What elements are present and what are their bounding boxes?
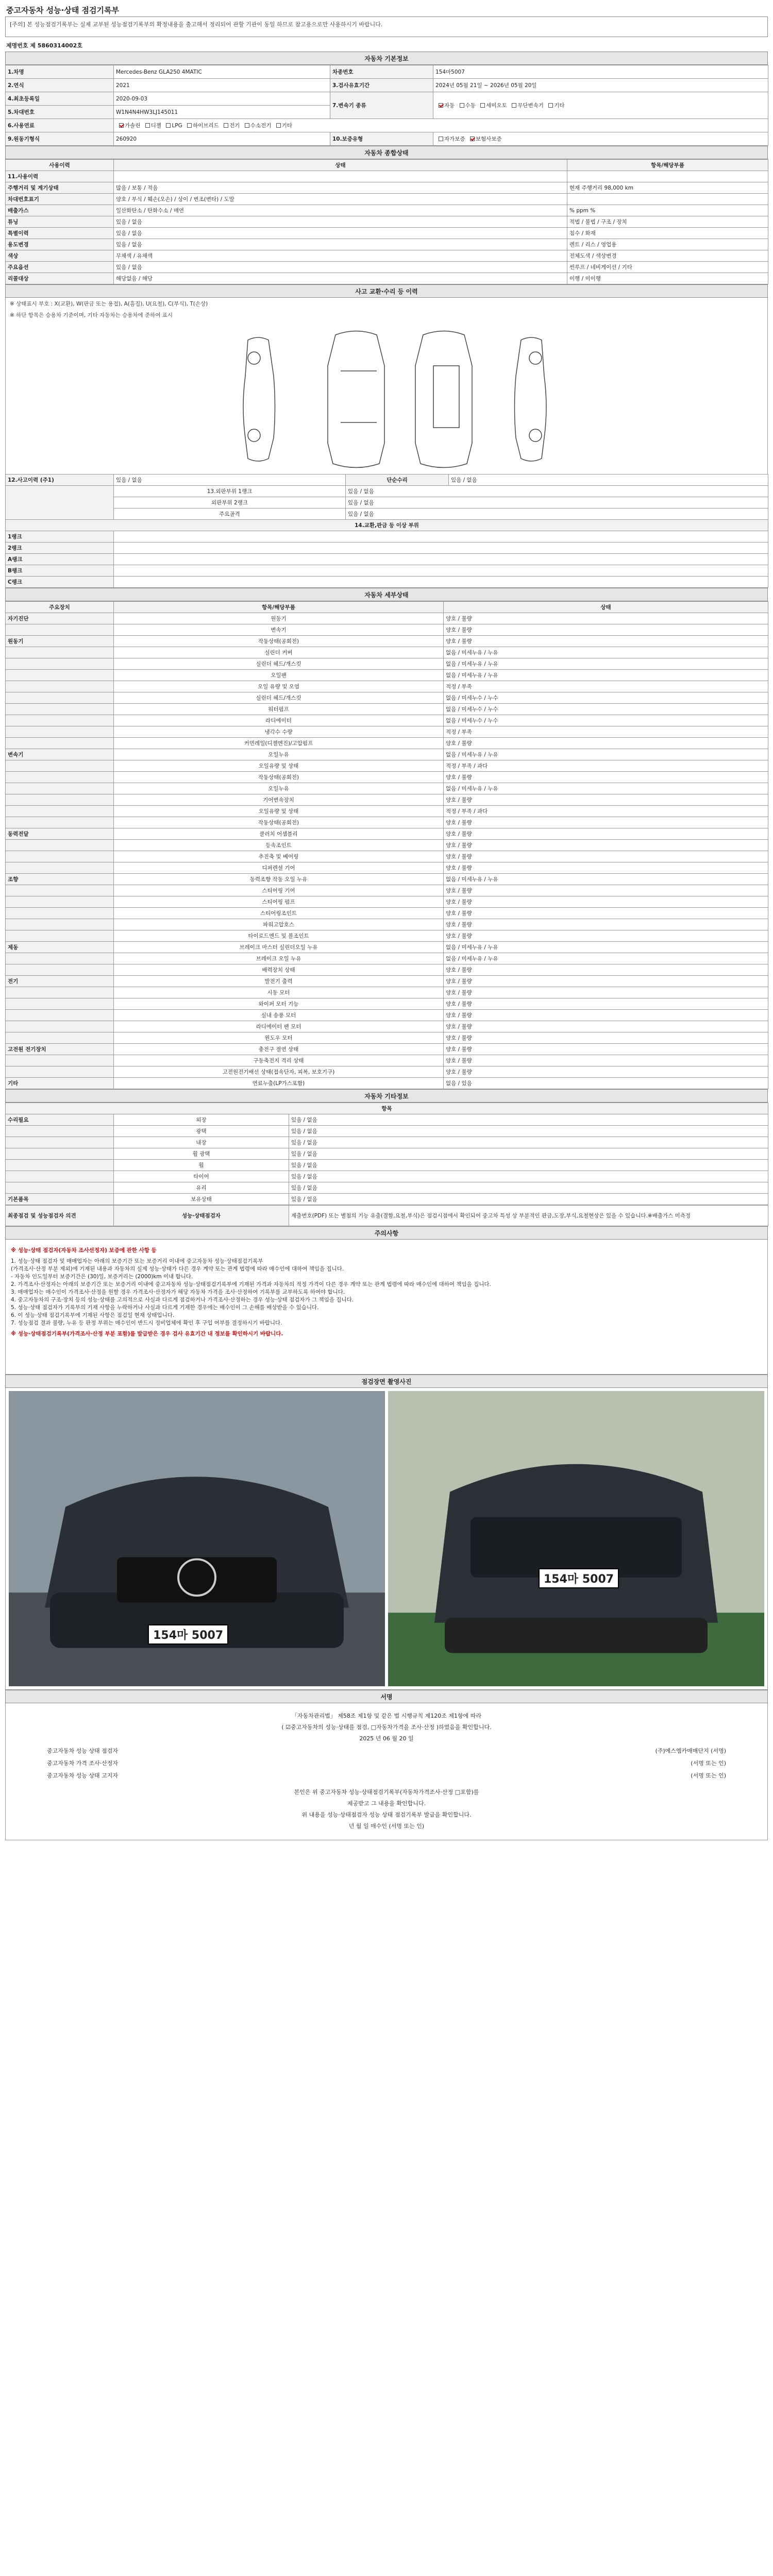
detail-row-state: 양호 / 불량 <box>444 738 768 749</box>
accident-header: 사고 교환·수리 등 이력 <box>5 284 768 298</box>
front-plate: 154마 5007 <box>148 1624 228 1645</box>
summary-row-item: 이행 / 미이행 <box>567 273 768 284</box>
detail-row-item: 파워고압호스 <box>114 919 444 930</box>
detail-row-state: 양호 / 불량 <box>444 930 768 942</box>
detail-row-group <box>6 964 114 976</box>
photos-header: 점검장면 촬영사진 <box>5 1375 768 1388</box>
detail-row-group <box>6 681 114 692</box>
fuel-diesel[interactable]: 디젤 <box>142 122 161 129</box>
opinion-table <box>5 1205 768 1226</box>
detail-row-item: 배력장치 상태 <box>114 964 444 976</box>
detail-row-item: 실린더 헤드/개스킷 <box>114 692 444 704</box>
detail-parts-head: 14.교환,판금 등 이상 부위 <box>6 520 768 531</box>
detail-row-group <box>6 1066 114 1078</box>
summary-row-label: 특별이력 <box>6 228 114 239</box>
detail-row-item: 와이퍼 모터 기능 <box>114 998 444 1010</box>
detail-row-state: 양호 / 불량 <box>444 919 768 930</box>
detail-row-state: 없음 / 미세누유 / 누유 <box>444 953 768 964</box>
summary-row-item <box>567 194 768 205</box>
opinion-label: 최종점검 및 성능점검자 의견 <box>6 1206 114 1226</box>
summary-row-state: 있음 / 없음 <box>114 262 567 273</box>
summary-row-state: 일산화탄소 / 탄화수소 / 매연 <box>114 205 567 216</box>
simple-repair-value: 있음 / 없음 <box>449 474 768 486</box>
detail-row-item: 추진축 및 베어링 <box>114 851 444 862</box>
car-name-label: 1.차명 <box>6 65 114 79</box>
extra-row-item: 내장 <box>114 1137 289 1148</box>
detail-row-group <box>6 760 114 772</box>
detail-row-group <box>6 647 114 658</box>
detail-row-state: 없음 / 미세누유 / 누유 <box>444 874 768 885</box>
extra-head: 항목 <box>6 1103 768 1114</box>
detail-row-item: 충전구 절연 상태 <box>114 1044 444 1055</box>
detail-row-item: 연료누출(LP가스포함) <box>114 1078 444 1089</box>
detail-row-group <box>6 998 114 1010</box>
detail-row-item: 오일유량 및 상태 <box>114 760 444 772</box>
detail-row-item: 작동상태(공회전) <box>114 772 444 783</box>
detail-row-item: 원동기 <box>114 613 444 624</box>
notes-heading-2: ※ 성능·상태점검기록부(가격조사·산정 부분 포함)를 발급받은 경우 검사 유효기간 내 정보를 확인하시기 바랍니다. <box>11 1331 283 1337</box>
pricer-label: 중고자동차 가격 조사·산정자 <box>47 1760 119 1767</box>
extra-row-group <box>6 1148 114 1160</box>
accident-history-label: 12.사고이력 (주1) <box>6 474 114 486</box>
detail-row-item: 타이로드엔드 및 볼조인트 <box>114 930 444 942</box>
detail-row-state: 없음 / 미세누유 / 누유 <box>444 658 768 670</box>
detail-row-group <box>6 1055 114 1066</box>
note-item: 2. 가격조사·산정자는 아래의 보증기간 또는 보증거리 이내에 중고자동차 성능·상태점검기록부에 기재된 가격과 자동차의 적정 가격이 다른 경우 계약 또는 관계 법령에 따라 매수인에 대하여 책임을 집니다. <box>11 1281 491 1287</box>
summary-row-label: 용도변경 <box>6 239 114 250</box>
accident-legend-2: ※ 하단 항목은 승용차 기준이며, 기타 자동차는 승용차에 준하여 표시 <box>5 309 768 319</box>
detail-row-item: 실린더 커버 <box>114 647 444 658</box>
detail-row-group <box>6 987 114 998</box>
simple-repair-label: 단순수리 <box>346 474 449 486</box>
summary-row-label: 주요옵션 <box>6 262 114 273</box>
vin-label: 5.차대번호 <box>6 106 114 119</box>
inspection-period-value: 2024년 05월 21일 ~ 2026년 05월 20일 <box>433 79 768 92</box>
note-item: 6. 이 성능·상태 점검기록부에 기재된 사항은 점검일 현재 상태입니다. <box>11 1312 175 1318</box>
detail-row-group <box>6 794 114 806</box>
opt-manual[interactable]: 수동 <box>457 101 476 109</box>
accident-table <box>5 474 768 588</box>
detail-header: 자동차 세부상태 <box>5 588 768 601</box>
summary-row-item <box>567 171 768 182</box>
detail-row-item: 오일 유량 및 오염 <box>114 681 444 692</box>
detail-row-state: 양호 / 불량 <box>444 851 768 862</box>
extra-row-state: 있음 / 없음 <box>289 1194 768 1205</box>
detail-row-group: 고전원 전기장치 <box>6 1044 114 1055</box>
detail-row-group: 원동기 <box>6 636 114 647</box>
detail-row-item: 냉각수 수량 <box>114 726 444 738</box>
accident-legend: ※ 상태표시 부호 : X(교환), W(판금 또는 용접), A(흠집), U(요철), C(부식), T(손상) <box>5 298 768 309</box>
summary-header: 자동차 종합상태 <box>5 146 768 159</box>
detail-row-item: 시동 모터 <box>114 987 444 998</box>
fuel-hydrogen[interactable]: 수소전기 <box>242 122 272 129</box>
detail-row-group: 제동 <box>6 942 114 953</box>
opt-auto[interactable]: 자동 <box>435 101 455 109</box>
car-diagram-icon <box>6 319 767 474</box>
rank1-value: 있음 / 없음 <box>346 486 768 497</box>
warranty-self[interactable]: 자가보증 <box>435 135 465 143</box>
detail-row-state: 양호 / 불량 <box>444 828 768 840</box>
transmission-label: 7.변속기 종류 <box>330 92 433 119</box>
plate-value: 154마5007 <box>433 65 768 79</box>
rear-plate: 154마 5007 <box>539 1568 619 1588</box>
opt-cvt[interactable]: 무단변속기 <box>509 101 544 109</box>
detail-head-3: 상태 <box>444 602 768 613</box>
detail-row-state: 없음 / 미세누유 / 누유 <box>444 647 768 658</box>
detail-row-group: 전기 <box>6 976 114 987</box>
note-item: 3. 매매업자는 매수인이 가격조사·산정을 원할 경우 가격조사·산정자가 해당 자동차 가격을 조사·산정하여 기록부를 교부하도록 하여야 합니다. <box>11 1289 345 1295</box>
summary-row-item: 적법 / 불법 / 구조 / 장치 <box>567 216 768 228</box>
detail-row-state: 없음 / 미세누수 / 누수 <box>444 704 768 715</box>
detail-row-state: 적정 / 부족 / 과다 <box>444 806 768 817</box>
inspector-value: (주)에스엠카매매단지 (서명) <box>655 1748 726 1754</box>
detail-row-state: 양호 / 불량 <box>444 976 768 987</box>
extra-row-state: 있음 / 없음 <box>289 1182 768 1194</box>
detail-row-item: 스티어링 기어 <box>114 885 444 896</box>
note-item: - 자동차 인도일부터 보증기간은 (30)일, 보증거리는 (2000)km 이내 합니다. <box>11 1274 193 1280</box>
detail-row-group: 조향 <box>6 874 114 885</box>
summary-row-item: 전체도색 / 색상변경 <box>567 250 768 262</box>
opt-semi[interactable]: 세미오토 <box>477 101 507 109</box>
sign-line-5: 위 내용을 성능·상태점검자 성능 상태 점검기록부 발급을 확인합니다. <box>301 1811 472 1818</box>
fuel-gasoline[interactable]: 가솔린 <box>116 122 140 129</box>
detail-row-group <box>6 704 114 715</box>
detail-row-item: 고전원전기배선 상태(접속단자, 피복, 보호기구) <box>114 1066 444 1078</box>
opinion-text: 제출번호(PDF) 또는 별첨의 기능 유출(결함,요철,부식)은 점검시점에서 확인되어 중고차 특성 상 부분적인 판금,도장,부식,요철현상은 있을 수 있습니다.※배출가스 미측정 <box>289 1206 768 1226</box>
front-photo <box>9 1391 385 1686</box>
detail-row-group <box>6 715 114 726</box>
detail-row-state: 없음 / 있음 <box>444 1078 768 1089</box>
detail-row-state: 양호 / 불량 <box>444 987 768 998</box>
detail-row-state: 양호 / 불량 <box>444 908 768 919</box>
seller-label: 중고자동차 성능 상태 고지자 <box>47 1772 119 1779</box>
detail-row-group <box>6 783 114 794</box>
signature-box <box>5 1703 768 1840</box>
sign-date: 2025 년 06 월 20 일 <box>359 1735 414 1742</box>
detail-row-state: 적정 / 부족 <box>444 681 768 692</box>
engine-type-value: 260920 <box>114 132 330 146</box>
summary-row-item: % ppm % <box>567 205 768 216</box>
summary-row-label: 주행거리 및 계기상태 <box>6 182 114 194</box>
detail-row-group <box>6 930 114 942</box>
pricer-value: (서명 또는 인) <box>691 1760 726 1767</box>
detail-row-group <box>6 851 114 862</box>
extra-row-item: 광택 <box>114 1126 289 1137</box>
detail-row-item: 등속조인트 <box>114 840 444 851</box>
basic-info-header: 자동차 기본정보 <box>5 52 768 65</box>
summary-table <box>5 159 768 284</box>
summary-row-state <box>114 171 567 182</box>
detail-row-group <box>6 862 114 874</box>
detail-row-item: 라디에이터 팬 모터 <box>114 1021 444 1032</box>
summary-row-item: 썬루프 / 네비게이션 / 기타 <box>567 262 768 273</box>
extra-row-item: 유리 <box>114 1182 289 1194</box>
summary-row-item: 렌트 / 리스 / 영업용 <box>567 239 768 250</box>
detail-row-item: 커먼레일(디젤엔진)/고압펌프 <box>114 738 444 749</box>
notes-body <box>5 1240 768 1375</box>
frame-value: 있음 / 없음 <box>346 509 768 520</box>
year-label: 2.연식 <box>6 79 114 92</box>
summary-row-state: 양호 / 부식 / 훼손(오손) / 상이 / 변조(변타) / 도말 <box>114 194 567 205</box>
summary-row-label: 배출가스 <box>6 205 114 216</box>
accident-history-value: 있음 / 없음 <box>114 474 346 486</box>
note-item: 7. 성능점검 결과 불량, 누유 등 판정 부위는 매수인이 반드시 정비업체에 확인 후 구입 여부를 결정하시기 바랍니다. <box>11 1320 282 1326</box>
fuel-electric[interactable]: 전기 <box>221 122 240 129</box>
extra-row-item: 휠 광택 <box>114 1148 289 1160</box>
summary-row-label: 리콜대상 <box>6 273 114 284</box>
warranty-label: 10.보증유형 <box>330 132 433 146</box>
detail-row-group <box>6 624 114 636</box>
detail-row-group <box>6 919 114 930</box>
detail-row-state: 적정 / 부족 <box>444 726 768 738</box>
extra-row-state: 있음 / 없음 <box>289 1171 768 1182</box>
detail-row-group <box>6 896 114 908</box>
detail-row-group: 동력전달 <box>6 828 114 840</box>
detail-row-item: 실내 송풍 모터 <box>114 1010 444 1021</box>
extra-row-group: 수리필요 <box>6 1114 114 1126</box>
notes-header: 주의사항 <box>5 1226 768 1240</box>
extra-row-item: 휠 <box>114 1160 289 1171</box>
detail-row-item: 워터펌프 <box>114 704 444 715</box>
rank-row-4: B랭크 <box>6 565 114 577</box>
extra-row-group <box>6 1137 114 1148</box>
detail-row-group <box>6 738 114 749</box>
detail-row-item: 오일누유 <box>114 749 444 760</box>
opinion-sub-label: 성능·상태점검자 <box>114 1206 289 1226</box>
sign-line-2: ( ☑중고자동차의 성능·상태를 점검, □자동차가격을 조사·산정 )하였음을 확인합니다. <box>281 1724 492 1731</box>
detail-row-item: 작동상태(공회전) <box>114 817 444 828</box>
detail-row-state: 양호 / 불량 <box>444 636 768 647</box>
fuel-hybrid[interactable]: 하이브리드 <box>184 122 219 129</box>
extra-row-group: 기본품목 <box>6 1194 114 1205</box>
detail-row-state: 양호 / 불량 <box>444 613 768 624</box>
summary-row-state: 많음 / 보통 / 적음 <box>114 182 567 194</box>
extra-row-group <box>6 1126 114 1137</box>
fuel-other[interactable]: 기타 <box>273 122 292 129</box>
detail-row-group <box>6 806 114 817</box>
detail-row-group <box>6 908 114 919</box>
detail-row-state: 양호 / 불량 <box>444 1010 768 1021</box>
detail-row-group <box>6 1032 114 1044</box>
inspection-period-label: 3.검사유효기간 <box>330 79 433 92</box>
rank-row-5: C랭크 <box>6 577 114 588</box>
sign-line-3: 본인은 위 중고자동차 성능·상태점검기록부(자동차가격조사·산정 □포함)를 <box>294 1789 479 1795</box>
detail-table <box>5 601 768 1089</box>
signature-header: 서명 <box>5 1690 768 1703</box>
detail-row-item: 브레이크 마스터 실린더오일 누유 <box>114 942 444 953</box>
summary-row-label: 차대번호표기 <box>6 194 114 205</box>
detail-row-state: 양호 / 불량 <box>444 840 768 851</box>
rank-row-1: 1랭크 <box>6 531 114 543</box>
detail-row-group: 자기진단 <box>6 613 114 624</box>
extra-header: 자동차 기타정보 <box>5 1089 768 1103</box>
detail-row-group <box>6 772 114 783</box>
rank-row-2: 2랭크 <box>6 543 114 554</box>
summary-row-label: 튜닝 <box>6 216 114 228</box>
detail-row-item: 기어변속장치 <box>114 794 444 806</box>
detail-row-state: 양호 / 불량 <box>444 794 768 806</box>
detail-row-item: 발전기 출력 <box>114 976 444 987</box>
detail-row-state: 양호 / 불량 <box>444 1044 768 1055</box>
detail-head-1: 주요장치 <box>6 602 114 613</box>
extra-table <box>5 1103 768 1205</box>
fuel-label: 6.사용연료 <box>6 119 114 132</box>
document-title: 중고자동차 성능·상태 점검기록부 <box>6 6 120 15</box>
detail-row-item: 오일유량 및 상태 <box>114 806 444 817</box>
note-item: (가격조사·산정 부분 제외)에 기재된 내용과 자동차의 실제 성능·상태가 다른 경우 계약 또는 관계 법령에 따라 매수인에 대하여 책임을 집니다. <box>11 1266 344 1272</box>
summary-row-label: 11.사용이력 <box>6 171 114 182</box>
inspector-label: 중고자동차 성능 상태 점검자 <box>47 1748 119 1754</box>
detail-row-group <box>6 840 114 851</box>
summary-row-item: 침수 / 화재 <box>567 228 768 239</box>
detail-row-group <box>6 658 114 670</box>
detail-row-group: 기타 <box>6 1078 114 1089</box>
summary-head-3: 항목/해당부품 <box>567 160 768 171</box>
detail-row-item: 클러치 어셈블리 <box>114 828 444 840</box>
detail-row-group <box>6 670 114 681</box>
fuel-lpg[interactable]: LPG <box>163 123 182 129</box>
detail-row-item: 오일누유 <box>114 783 444 794</box>
detail-row-state: 양호 / 불량 <box>444 885 768 896</box>
rank2-label: 외판부위 2랭크 <box>114 497 346 509</box>
detail-row-item: 브레이크 오일 누유 <box>114 953 444 964</box>
form-number: 제명번호 제 5860314002호 <box>6 42 82 49</box>
detail-row-state: 없음 / 미세누유 / 누유 <box>444 942 768 953</box>
car-body-diagram <box>5 319 768 474</box>
note-item: 5. 성능·상태 점검자가 기록부의 기재 사항을 누락하거나 사실과 다르게 기재한 경우에는 매수인이 그 손해를 배상받을 수 있습니다. <box>11 1304 319 1311</box>
rank2-value: 있음 / 없음 <box>346 497 768 509</box>
detail-row-state: 없음 / 미세누수 / 누수 <box>444 715 768 726</box>
fuel-options <box>114 119 768 132</box>
rear-car-icon <box>388 1391 764 1686</box>
detail-row-group <box>6 692 114 704</box>
detail-row-state: 적정 / 부족 / 과다 <box>444 760 768 772</box>
summary-head-2: 상태 <box>114 160 567 171</box>
engine-type-label: 9.원동기형식 <box>6 132 114 146</box>
car-name-value: Mercedes-Benz GLA250 4MATIC <box>114 65 330 79</box>
transmission-options <box>433 92 768 119</box>
detail-row-state: 양호 / 불량 <box>444 772 768 783</box>
detail-row-state: 양호 / 불량 <box>444 1032 768 1044</box>
exterior-rank-label <box>6 486 114 520</box>
rear-photo <box>388 1391 764 1686</box>
detail-row-item: 라디에이터 <box>114 715 444 726</box>
buyer-sign: 년 월 일 매수인 (서명 또는 인) <box>348 1823 425 1829</box>
extra-row-item: 타이어 <box>114 1171 289 1182</box>
detail-row-state: 양호 / 불량 <box>444 817 768 828</box>
detail-row-item: 작동상태(공회전) <box>114 636 444 647</box>
detail-row-state: 없음 / 미세누유 / 누유 <box>444 670 768 681</box>
detail-row-group <box>6 885 114 896</box>
rank-row-3: A랭크 <box>6 554 114 565</box>
detail-row-group <box>6 1010 114 1021</box>
detail-row-state: 양호 / 불량 <box>444 624 768 636</box>
extra-row-state: 있음 / 없음 <box>289 1137 768 1148</box>
year-value: 2021 <box>114 79 330 92</box>
inspection-record-page <box>5 4 768 1840</box>
detail-row-group <box>6 726 114 738</box>
detail-row-state: 없음 / 미세누유 / 누유 <box>444 749 768 760</box>
detail-row-state: 양호 / 불량 <box>444 1066 768 1078</box>
detail-row-item: 디퍼렌셜 기어 <box>114 862 444 874</box>
warranty-options <box>433 132 768 146</box>
summary-row-label: 색상 <box>6 250 114 262</box>
notice-box: [주의] 본 성능점검기록부는 실제 교부된 성능점검기록부의 확정내용을 출고해서 정리되어 관할 기관이 동일 하므로 참고용으로만 사용하시기 바랍니다. <box>5 16 768 37</box>
detail-head-2: 항목/해당부품 <box>114 602 444 613</box>
detail-row-group <box>6 1021 114 1032</box>
warranty-insurer[interactable]: 보험사보증 <box>467 135 502 143</box>
detail-row-group: 변속기 <box>6 749 114 760</box>
detail-row-item: 구동축전지 격리 상태 <box>114 1055 444 1066</box>
summary-row-state: 있음 / 없음 <box>114 228 567 239</box>
detail-row-item: 실린더 헤드/개스킷 <box>114 658 444 670</box>
detail-row-item: 윈도우 모터 <box>114 1032 444 1044</box>
detail-row-item: 동력조향 작동 오일 누유 <box>114 874 444 885</box>
detail-row-item: 변속기 <box>114 624 444 636</box>
note-item: 1. 성능·상태 점검자 및 매매업자는 아래의 보증기간 또는 보증거리 이내에 중고자동차 성능·상태점검기록부 <box>11 1258 263 1264</box>
extra-row-item: 보유상태 <box>114 1194 289 1205</box>
detail-row-state: 양호 / 불량 <box>444 896 768 908</box>
summary-row-state: 해당없음 / 해당 <box>114 273 567 284</box>
detail-row-group <box>6 953 114 964</box>
vin-value: W1N4N4HW3LJ145011 <box>114 106 330 119</box>
rank1-label: 13.외판부위 1랭크 <box>114 486 346 497</box>
sign-line-4: 제공받고 그 내용을 확인합니다. <box>347 1800 426 1807</box>
extra-row-group <box>6 1171 114 1182</box>
notes-heading-1: ※ 성능·상태 점검자(자동차 조사선정자) 보증에 관한 사항 등 <box>11 1247 157 1253</box>
photos-row <box>5 1388 768 1690</box>
first-reg-value: 2020-09-03 <box>114 92 330 106</box>
extra-row-group <box>6 1160 114 1171</box>
detail-row-item: 오일팬 <box>114 670 444 681</box>
detail-row-state: 없음 / 미세누유 / 누유 <box>444 783 768 794</box>
detail-row-state: 양호 / 불량 <box>444 964 768 976</box>
extra-row-state: 있음 / 없음 <box>289 1148 768 1160</box>
detail-row-state: 양호 / 불량 <box>444 862 768 874</box>
seller-value: (서명 또는 인) <box>691 1772 726 1779</box>
frame-label: 주요골격 <box>114 509 346 520</box>
extra-row-group <box>6 1182 114 1194</box>
summary-row-state: 무채색 / 유채색 <box>114 250 567 262</box>
detail-row-state: 양호 / 불량 <box>444 1055 768 1066</box>
note-item: 4. 중고자동차의 구조·장치 등의 성능·상태를 고의적으로 사실과 다르게 점검하거나 가격조사·산정하는 경우 성능·상태 점검자가 그 책임을 집니다. <box>11 1297 354 1303</box>
detail-row-state: 양호 / 불량 <box>444 998 768 1010</box>
extra-row-item: 외장 <box>114 1114 289 1126</box>
detail-row-group <box>6 817 114 828</box>
summary-head-1: 사용이력 <box>6 160 114 171</box>
summary-row-state: 있음 / 없음 <box>114 239 567 250</box>
basic-info-table <box>5 65 768 146</box>
detail-row-state: 양호 / 불량 <box>444 1021 768 1032</box>
summary-row-state: 있음 / 없음 <box>114 216 567 228</box>
detail-row-item: 스티어링 펌프 <box>114 896 444 908</box>
extra-row-state: 있음 / 없음 <box>289 1114 768 1126</box>
extra-row-state: 있음 / 없음 <box>289 1160 768 1171</box>
plate-label: 차종번호 <box>330 65 433 79</box>
extra-row-state: 있음 / 없음 <box>289 1126 768 1137</box>
first-reg-label: 4.최초등록일 <box>6 92 114 106</box>
summary-row-item: 현재 주행거리 98,000 km <box>567 182 768 194</box>
opt-other[interactable]: 기타 <box>545 101 564 109</box>
detail-row-state: 없음 / 미세누수 / 누수 <box>444 692 768 704</box>
detail-row-item: 스티어링조인트 <box>114 908 444 919</box>
sign-line-1: 「자동차관리법」 제58조 제1항 및 같은 법 시행규칙 제120조 제1항에 따라 <box>291 1713 482 1719</box>
